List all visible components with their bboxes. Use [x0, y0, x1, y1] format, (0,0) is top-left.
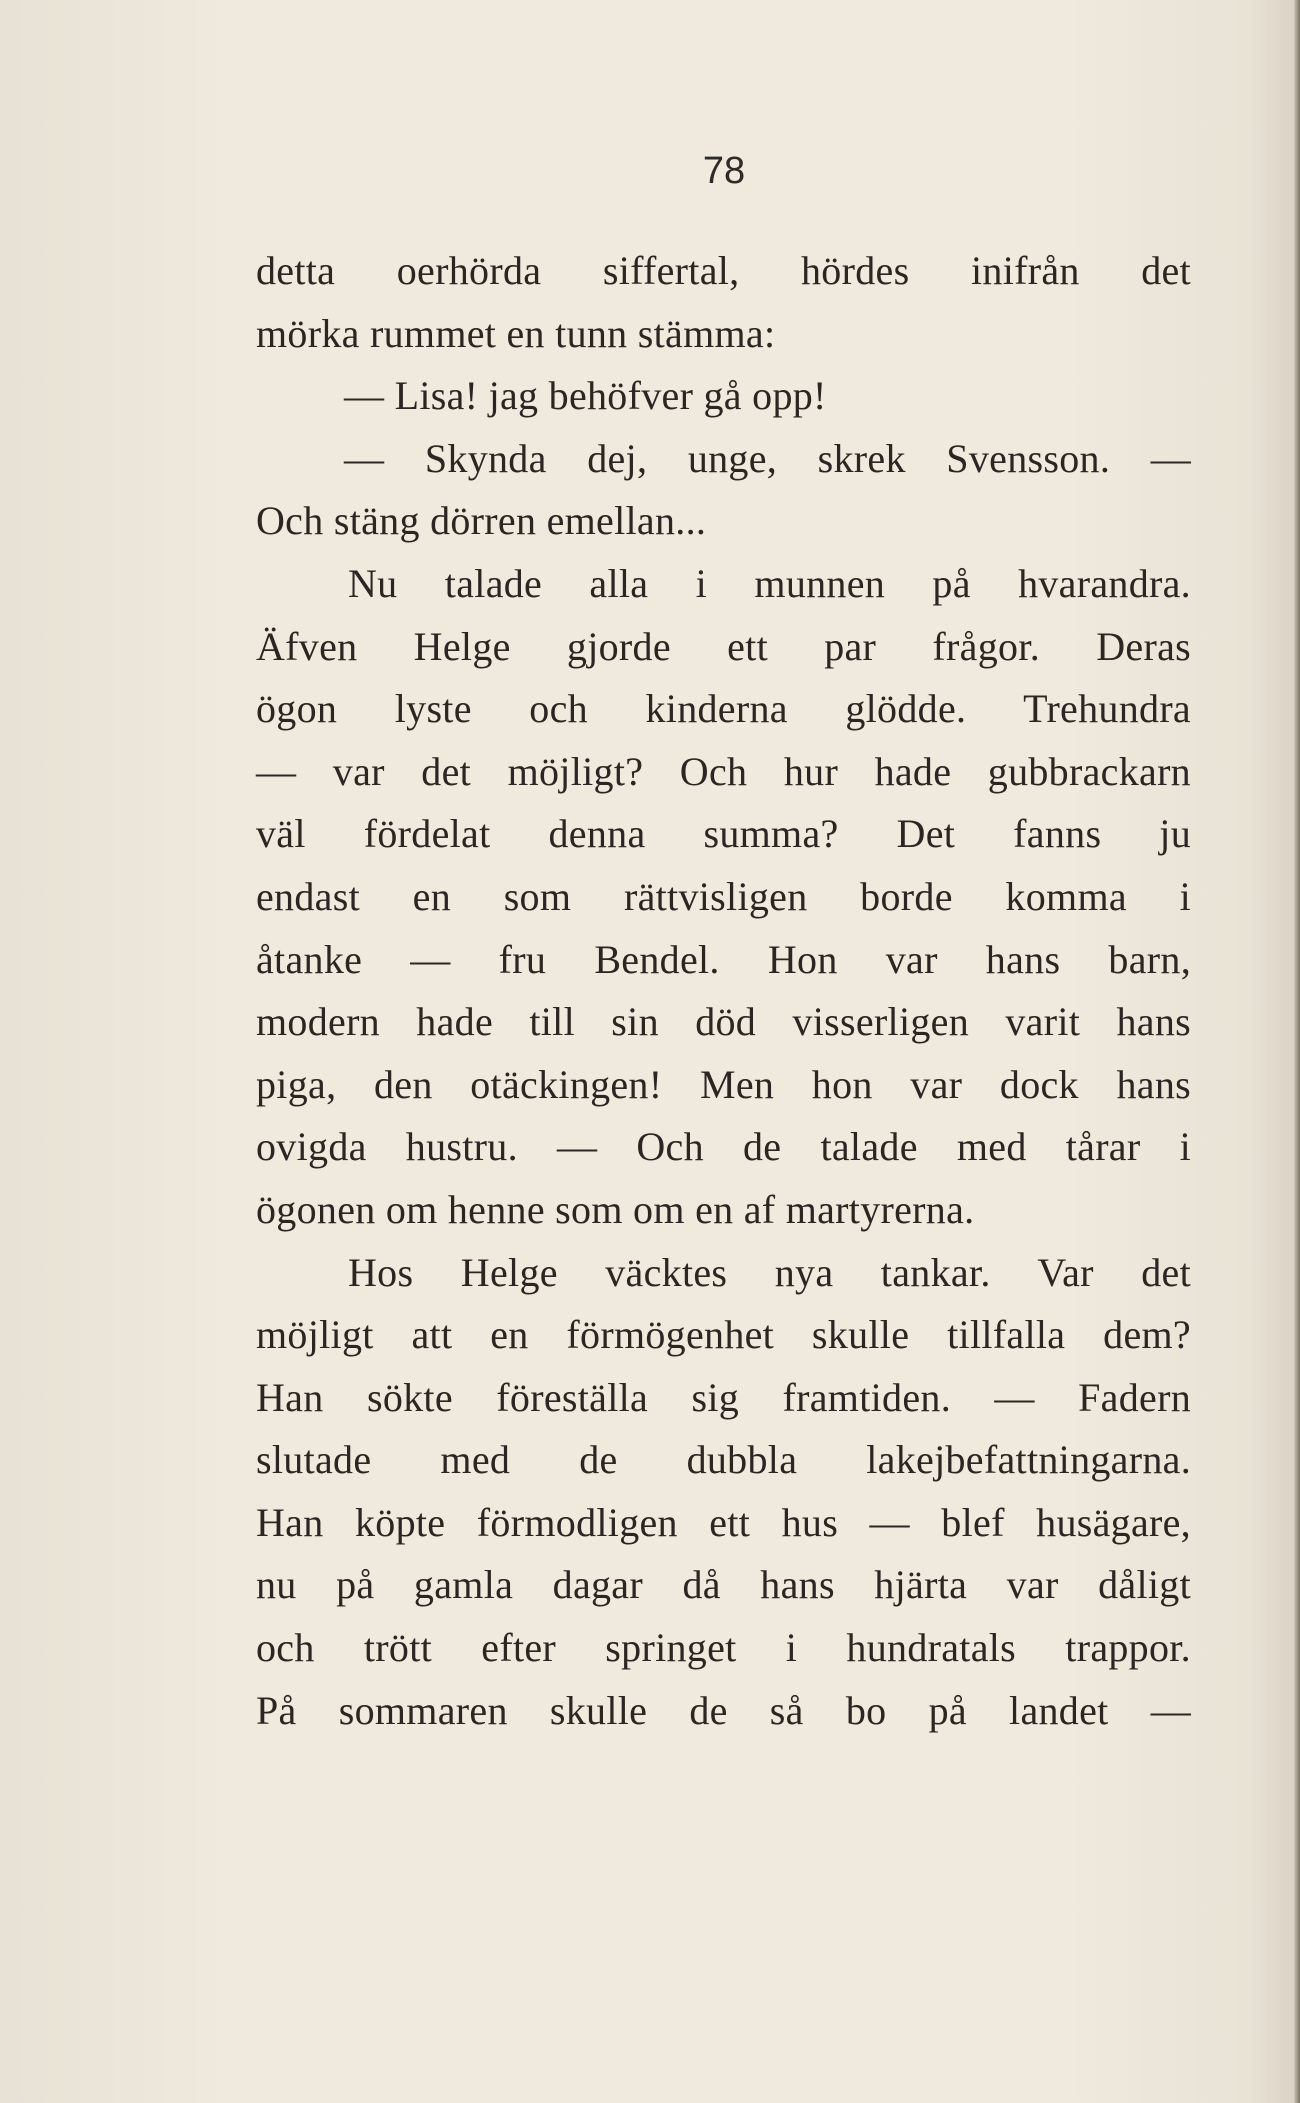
page-number: 78 — [702, 150, 746, 192]
text-line: På sommaren skulle de så bo på landet — — [256, 1687, 1191, 1733]
text-line: och trött efter springet i hundratals trappor. — [256, 1625, 1191, 1671]
text-line: — Skynda dej, unge, skrek Svensson. — — [344, 435, 1191, 481]
text-line: modern hade till sin död visserligen varit hans — [256, 999, 1191, 1045]
text-line: väl fördelat denna summa? Det fanns ju — [256, 811, 1191, 857]
text-line: Hos Helge väcktes nya tankar. Var det — [348, 1249, 1191, 1295]
text-line: ögon lyste och kinderna glödde. Trehundra — [256, 686, 1191, 732]
page-edge — [1294, 0, 1300, 2103]
text-line: Äfven Helge gjorde ett par frågor. Deras — [256, 623, 1191, 669]
text-line: ögonen om henne som om en af martyrerna. — [256, 1186, 975, 1232]
text-line: endast en som rättvisligen borde komma i — [256, 873, 1191, 919]
text-line: piga, den otäckingen! Men hon var dock hans — [256, 1061, 1191, 1107]
text-line: möjligt att en förmögenhet skulle tillfalla dem? — [256, 1312, 1191, 1358]
text-line: mörka rummet en tunn stämma: — [256, 310, 776, 356]
text-line: Och stäng dörren emellan... — [256, 498, 707, 544]
text-line: slutade med de dubbla lakejbefattningarna. — [256, 1437, 1191, 1483]
text-line: — Lisa! jag behöfver gå opp! — [344, 373, 827, 419]
text-line: Nu talade alla i munnen på hvarandra. — [348, 560, 1191, 606]
text-line: detta oerhörda siffertal, hördes inifrån det — [256, 248, 1191, 293]
text-line: nu på gamla dagar då hans hjärta var dåligt — [256, 1562, 1191, 1608]
body-text — [256, 240, 1191, 1742]
text-line: Han sökte föreställa sig framtiden. — Fadern — [256, 1374, 1191, 1420]
text-line: Han köpte förmodligen ett hus — blef husägare, — [256, 1499, 1191, 1545]
text-line: ovigda hustru. — Och de talade med tårar i — [256, 1124, 1191, 1170]
text-line: åtanke — fru Bendel. Hon var hans barn, — [256, 936, 1191, 982]
text-line: — var det möjligt? Och hur hade gubbrackarn — [256, 748, 1191, 794]
